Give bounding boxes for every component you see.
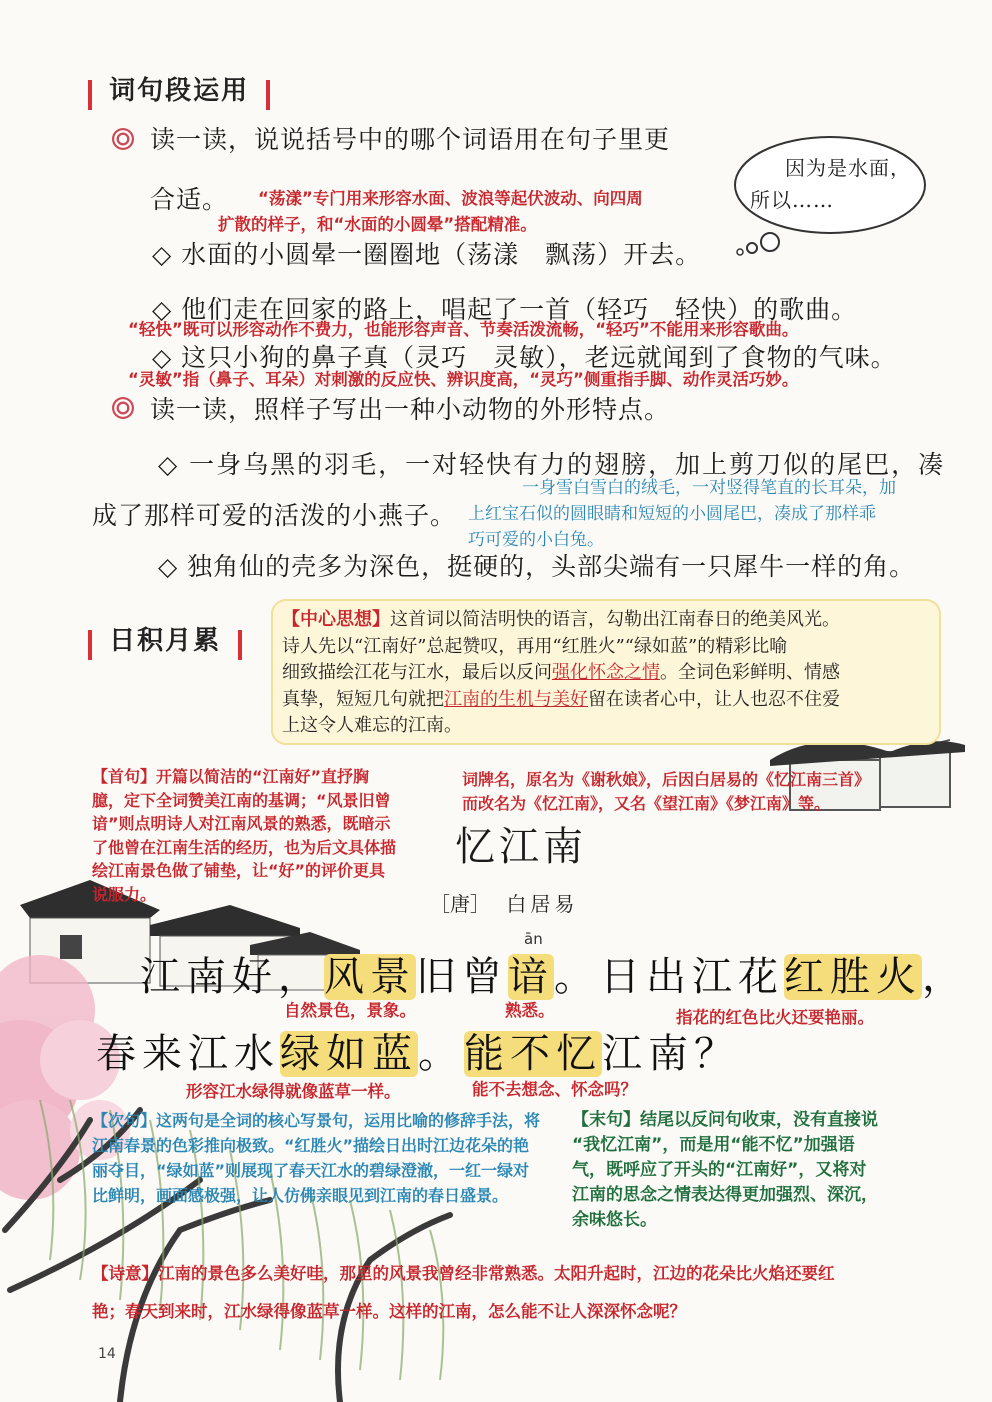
sentence-3: ◇ 这只小狗的鼻子真（灵巧 灵敏），老远就闻到了食物的气味。: [152, 343, 897, 372]
note-line: 比鲜明，画面感极强，让人仿佛亲眼见到江南的春日盛景。: [92, 1186, 509, 1205]
note-line: 这两句是全词的核心写景句，运用比喻的修辞手法，将: [156, 1111, 541, 1130]
poem-phrase-an: 谙: [508, 954, 554, 1000]
answer-sample-1: 一身雪白雪白的绒毛，一对竖得笔直的长耳朵，加: [522, 478, 896, 498]
note-line: 了他曾在江南生活的经历，也为后文具体描: [92, 837, 397, 857]
answer-sample-2: 上红宝石似的圆眼睛和短短的小圆尾巴，凑成了那样乖: [468, 504, 876, 524]
first-line-note: [92, 765, 437, 906]
poem-phrase: 江南？: [602, 1031, 740, 1077]
exercise1-instruction-cont: 合适。: [150, 185, 229, 214]
answer-sample-3: 巧可爱的小白兔。: [468, 530, 604, 550]
last-line-note: [572, 1108, 942, 1233]
poem-phrase: 旧曾: [416, 954, 508, 1000]
exercise-bullet-icon: [112, 128, 134, 150]
note-line: 丽夺目，“绿如蓝”则展现了春天江水的碧绿澄澈，一红一绿对: [92, 1161, 530, 1180]
poem-author: 白居易: [506, 892, 579, 916]
gloss-fengjing: 自然景色，景象。: [284, 1001, 416, 1020]
exercise-bullet-icon-2: [112, 397, 134, 419]
note-line: 绘江南景色做了铺垫，让“好”的评价更具: [92, 861, 386, 880]
last-line-label: 【末句】: [572, 1110, 640, 1130]
poem-title: 忆江南: [455, 824, 587, 870]
gloss-lvrulan: 形容江水绿得就像蓝草一样。: [186, 1082, 401, 1101]
meaning-label: 【诗意】: [92, 1264, 158, 1283]
answer-note-1-cont: 扩散的样子，和“水面的小圆晕”搭配精准。: [218, 215, 537, 234]
gloss-an: 熟悉。: [505, 1001, 555, 1020]
poem-phrase: 。: [418, 1031, 464, 1077]
poem-phrase-fengjing: 风景: [324, 954, 416, 1000]
center-idea-label: 【中心思想】: [282, 609, 390, 630]
center-idea-text: 真挚，短短几句就把: [282, 688, 444, 710]
section-title-2: [88, 620, 242, 660]
answer-note-1: “荡漾”专门用来形容水面、波浪等起伏波动、向四周: [258, 189, 643, 208]
center-idea-box: [282, 607, 934, 740]
center-idea-text: 。全词色彩鲜明、情感: [660, 662, 840, 683]
note-line: 江南的思念之情表达得更加强烈、深沉，: [572, 1185, 878, 1205]
center-idea-line: 诗人先以“江南好”总起赞叹，再用“红胜火”“绿如蓝”的精彩比喻: [282, 635, 788, 657]
poem-line-2: [96, 1022, 740, 1079]
note-line: 开篇以简洁的“江南好”直抒胸: [156, 767, 370, 786]
gloss-nengbuyi: 能不去想念、怀念吗？: [472, 1080, 637, 1099]
section-title-1: [88, 70, 270, 110]
gloss-hongshenghuo: 指花的红色比火还要艳丽。: [676, 1008, 874, 1027]
sentence-2: ◇ 他们走在回家的路上，唱起了一首（轻巧 轻快）的歌曲。: [152, 295, 858, 324]
exercise1-instruction: 读一读，说说括号中的哪个词语用在句子里更: [150, 125, 671, 154]
center-idea-text: 留在读者心中，让人也忍不住爱: [588, 688, 840, 710]
first-line-label: 【首句】: [92, 767, 157, 786]
center-idea-line: 上这令人难忘的江南。: [282, 715, 462, 736]
answer-note-3: “灵敏”指（鼻子、耳朵）对刺激的反应快、辨识度高，“灵巧”侧重指手脚、动作灵活巧妙。: [128, 370, 799, 389]
note-line: 余味悠长。: [572, 1210, 657, 1230]
sentence-1: ◇ 水面的小圆晕一圈圈地（荡漾 飘荡）开去。: [152, 240, 702, 269]
center-idea-text: 细致描绘江花与江水，最后以反问: [282, 662, 552, 683]
second-line-label: 【次句】: [92, 1111, 157, 1130]
center-idea-line: 这首词以简洁明快的语言，勾勒出江南春日的绝美风光。: [390, 609, 840, 630]
section-title-text-2: 日积月累: [109, 626, 222, 656]
meaning-line: 江南的景色多么美好哇，那里的风景我曾经非常熟悉。太阳升起时，江边的花朵比火焰还要红: [158, 1264, 835, 1283]
poem-phrase: 春来江水: [96, 1031, 280, 1077]
title-note: [462, 768, 870, 815]
note-line: 说服力。: [92, 884, 157, 904]
pinyin-an: ān: [524, 930, 543, 948]
center-idea-highlight: 强化怀念之情: [552, 662, 660, 683]
section-title-text: 词句段运用: [109, 76, 250, 106]
note-line: “我忆江南”，而是用“能不忆”加强语: [572, 1135, 855, 1155]
title-note-line: 而改名为《忆江南》，又名《望江南》《梦江南》等。: [462, 793, 831, 813]
poem-phrase: 。日出江花: [554, 954, 784, 1000]
thought-bubble-text: 因为是水面，: [785, 156, 911, 180]
example-sentence: ◇ 一身乌黑的羽毛，一对轻快有力的翅膀，加上剪刀似的尾巴，凑: [158, 450, 946, 479]
center-idea-highlight: 江南的生机与美好: [444, 688, 588, 710]
note-line: 结尾以反问句收束，没有直接说: [640, 1110, 878, 1130]
exercise2-instruction: 读一读，照样子写出一种小动物的外形特点。: [150, 395, 671, 424]
sentence-beetle: ◇ 独角仙的壳多为深色，挺硬的，头部尖端有一只犀牛一样的角。: [158, 552, 916, 581]
note-line: 谙”则点明诗人对江南风景的熟悉，既暗示: [92, 814, 391, 833]
note-line: 江南春景的色彩推向极致。“红胜火”描绘日出时江边花朵的艳: [92, 1136, 530, 1155]
meaning-line: 艳；春天到来时，江水绿得像蓝草一样。这样的江南，怎么能不让人深深怀念呢？: [92, 1302, 686, 1321]
note-line: 气，既呼应了开头的“江南好”，又将对: [572, 1160, 867, 1180]
poem-phrase: 江南好，: [140, 954, 324, 1000]
second-line-note: [92, 1108, 562, 1208]
example-sentence-cont: 成了那样可爱的活泼的小燕子。: [92, 501, 457, 530]
poem-line-1: [140, 945, 968, 1002]
poem-phrase: ，: [922, 954, 968, 1000]
poem-phrase-hongshenghuo: 红胜火: [784, 954, 922, 1000]
poem-phrase-nengbuyi: 能不忆: [464, 1031, 602, 1077]
page-number: 14: [98, 1346, 116, 1362]
title-note-line: 词牌名，原名为《谢秋娘》，后因白居易的《忆江南三首》: [462, 770, 871, 789]
poem-phrase-lvrulan: 绿如蓝: [280, 1031, 418, 1077]
poem-dynasty: ［唐］: [430, 892, 490, 916]
answer-note-2: “轻快”既可以形容动作不费力，也能形容声音、节奏活泼流畅，“轻巧”不能用来形容歌曲。: [128, 320, 799, 339]
poem-meaning: [92, 1255, 952, 1331]
note-line: 臆，定下全词赞美江南的基调；“风景旧曾: [92, 790, 391, 810]
thought-bubble-text-2: 所以……: [750, 188, 834, 212]
